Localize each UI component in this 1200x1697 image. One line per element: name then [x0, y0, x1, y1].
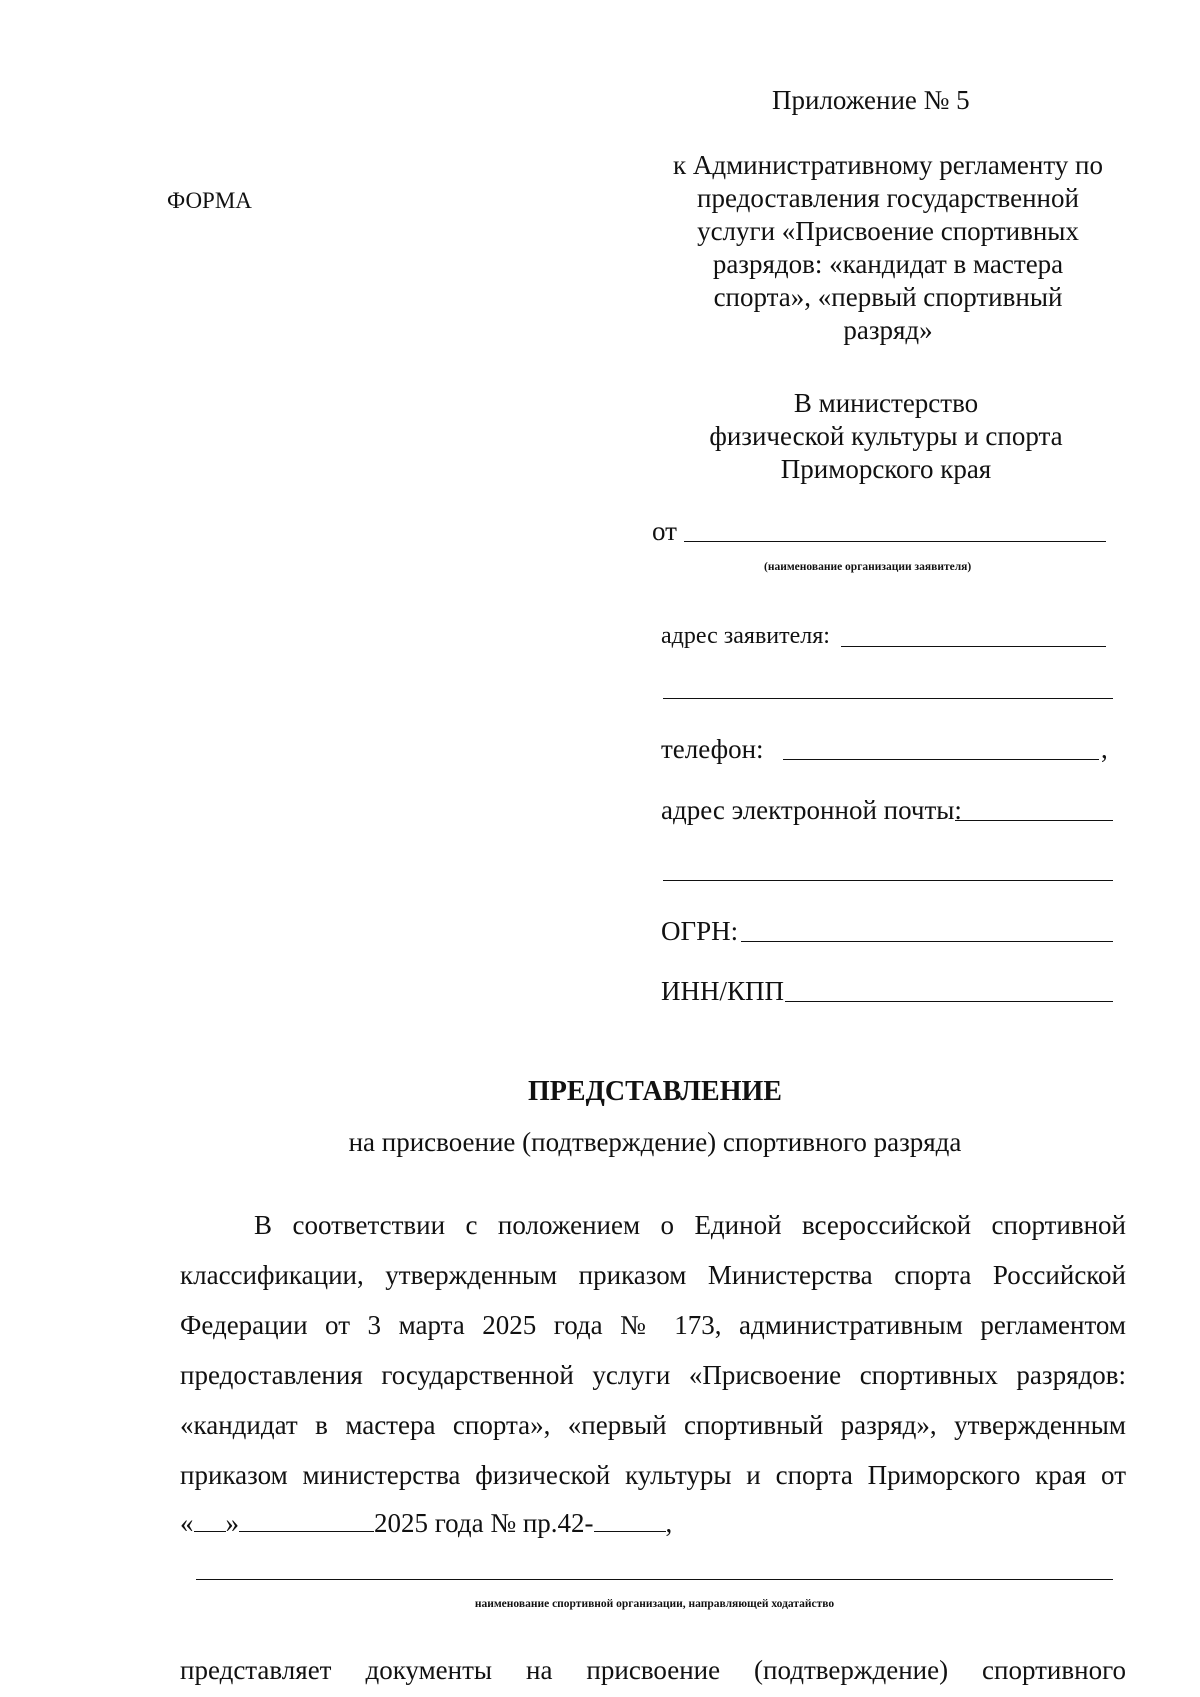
addressee-block — [646, 387, 1126, 486]
phone-suffix: , — [1101, 734, 1108, 764]
address-field-line[interactable] — [841, 646, 1106, 647]
body-paragraph — [180, 1200, 1126, 1500]
form-label: ФОРМА — [167, 188, 252, 213]
address-field-line-2[interactable] — [663, 698, 1113, 699]
body-last-line: представляет документы на присвоение (подтверждение) спортивного — [180, 1655, 1126, 1685]
inn-field-line[interactable] — [785, 1001, 1113, 1002]
email-label: адрес электронной почты: — [661, 795, 962, 825]
ogrn-field-line[interactable] — [741, 941, 1113, 942]
email-field-line-2[interactable] — [663, 880, 1113, 881]
from-label: от — [652, 516, 677, 546]
close-quote: » — [225, 1508, 239, 1538]
regulation-line: услуги «Присвоение спортивных — [697, 216, 1079, 246]
body-line: предоставления государственной услуги «Присвоение спортивных разрядов: — [180, 1360, 1126, 1390]
regulation-line: разряд» — [843, 315, 933, 345]
body-line: приказом министерства физической культуры и спорта Приморского края от — [180, 1460, 1126, 1490]
day-field-line[interactable] — [194, 1530, 226, 1532]
month-field-line[interactable] — [239, 1530, 374, 1532]
organization-hint: наименование спортивной организации, направляющей ходатайство — [474, 1598, 835, 1610]
order-number-field-line[interactable] — [594, 1530, 666, 1532]
address-label: адрес заявителя: — [661, 623, 830, 649]
addressee-line: В министерство — [793, 388, 979, 418]
email-field-line[interactable] — [955, 820, 1113, 821]
body-line: Федерации от 3 марта 2025 года № 173, административным регламентом — [180, 1310, 1126, 1340]
organization-field-line[interactable] — [196, 1579, 1113, 1580]
order-date-line — [180, 1507, 672, 1540]
regulation-line: спорта», «первый спортивный — [713, 282, 1063, 312]
body-line: «кандидат в мастера спорта», «первый спортивный разряд», утвержденным — [180, 1410, 1126, 1440]
open-quote: « — [180, 1508, 194, 1538]
document-title: ПРЕДСТАВЛЕНИЕ — [528, 1076, 782, 1107]
regulation-line: к Административному регламенту по — [672, 150, 1103, 180]
body-line: классификации, утвержденным приказом Министерства спорта Российской — [180, 1260, 1126, 1290]
ogrn-label: ОГРН: — [661, 916, 739, 946]
inn-label: ИНН/КПП — [661, 976, 785, 1006]
appendix-number: Приложение № 5 — [772, 85, 970, 115]
phone-label: телефон: — [661, 734, 764, 764]
from-hint: (наименование организации заявителя) — [764, 561, 972, 573]
regulation-line: предоставления государственной — [697, 183, 1079, 213]
addressee-line: Приморского края — [780, 454, 992, 484]
year-number-text: 2025 года № пр.42- — [374, 1508, 594, 1538]
regulation-reference — [620, 149, 1156, 347]
phone-field-line[interactable] — [783, 759, 1099, 760]
date-line-end: , — [665, 1508, 673, 1538]
addressee-line: физической культуры и спорта — [709, 421, 1063, 451]
body-line: В соответствии с положением о Единой всероссийской спортивной — [254, 1210, 1126, 1240]
document-subtitle: на присвоение (подтверждение) спортивного разряда — [348, 1127, 962, 1157]
last-line-wrap — [180, 1645, 1126, 1695]
regulation-line: разрядов: «кандидат в мастера — [712, 249, 1064, 279]
from-field-line[interactable] — [684, 541, 1106, 542]
